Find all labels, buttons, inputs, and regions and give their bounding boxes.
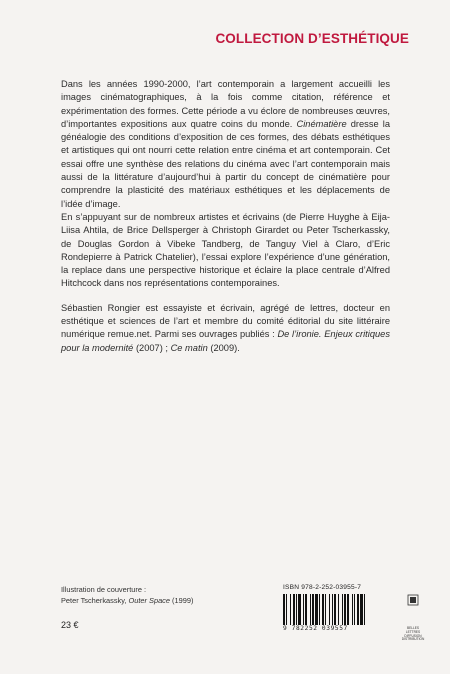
bio-work1-year: (2007) ; (133, 342, 171, 353)
cover-credit-artist: Peter Tscherkassky, (61, 595, 129, 605)
publisher-logo-icon (400, 594, 426, 608)
artists-text: En s’appuyant sur de nombreux artistes et écrivains (de Pierre Huyghe à Eija-Liisa Ahtila, de Brice Dellsperger à Christoph Girardet ou Peter Tscherkassky, de Douglas Gordon à Vibeke Tandberg, de Tanguy Viel à Claro, d’Eric Rondepierre à Patrick Chatelier), l’essai explore l’expérience d’une génération, la replace dans une perspective historique et éclaire la place centrale d’Alfred Hitchcock dans nos représentations contemporaines. (61, 211, 390, 289)
publisher-logo-text: BELLES LETTRES DIFFUSION DISTRIBUTION (401, 626, 425, 642)
cover-credit (61, 585, 231, 606)
cover-credit-work: Outer Space (128, 595, 170, 605)
intro-paragraph (61, 78, 390, 211)
back-cover-text (61, 78, 390, 355)
isbn-label: ISBN 978-2-252-03955-7 (283, 584, 362, 591)
intro-text-after-term: dresse la généalogie des conditions d’exposition de ces formes, des débats esthétiques et artistiques qui ont nourri cette relation entre cinéma et art contemporain. Cet essai offre une synthèse des relations du cinéma avec l’art contemporain mais aussi de la littérature d’aujourd’hui à partir du concept de cinématière pour comprendre la plasticité des matériaux esthétiques et les déplacements de l’idée d’image. (61, 118, 390, 209)
artists-paragraph (61, 211, 390, 291)
barcode-digits: 9 782252 039557 (283, 625, 348, 632)
series-title: COLLECTION D’ESTHÉTIQUE (215, 31, 409, 46)
intro-text: Dans les années 1990-2000, l’art contemporain a largement accueilli les images cinématographiques, à la fois comme citation, référence et expérimentation des formes. Cette période a vu éclore de nombreuses œuvres, d’importantes expositions aux quatre coins du monde. (61, 79, 390, 129)
cover-credit-label: Illustration de couverture : (61, 585, 147, 594)
book-title-term: Cinématière (296, 118, 347, 129)
isbn-block (283, 584, 403, 634)
cover-credit-year: (1999) (170, 595, 194, 605)
bio-text: Sébastien Rongier est essayiste et écrivain, agrégé de lettres, docteur en esthétique et sciences de l’art et membre du comité éditorial du site littéraire numérique remue.net. Parmi ses ouvrages publiés : (61, 302, 390, 340)
barcode-icon (283, 594, 393, 625)
author-bio (61, 302, 390, 355)
cover-credit-line (61, 596, 231, 607)
bio-work2: Ce matin (170, 342, 208, 353)
publisher-logo (400, 594, 426, 642)
bio-work2-year: (2009). (207, 342, 240, 353)
price: 23 € (61, 620, 79, 630)
bio-work1: De l’ironie. Enjeux critiques pour la modernité (61, 329, 390, 353)
